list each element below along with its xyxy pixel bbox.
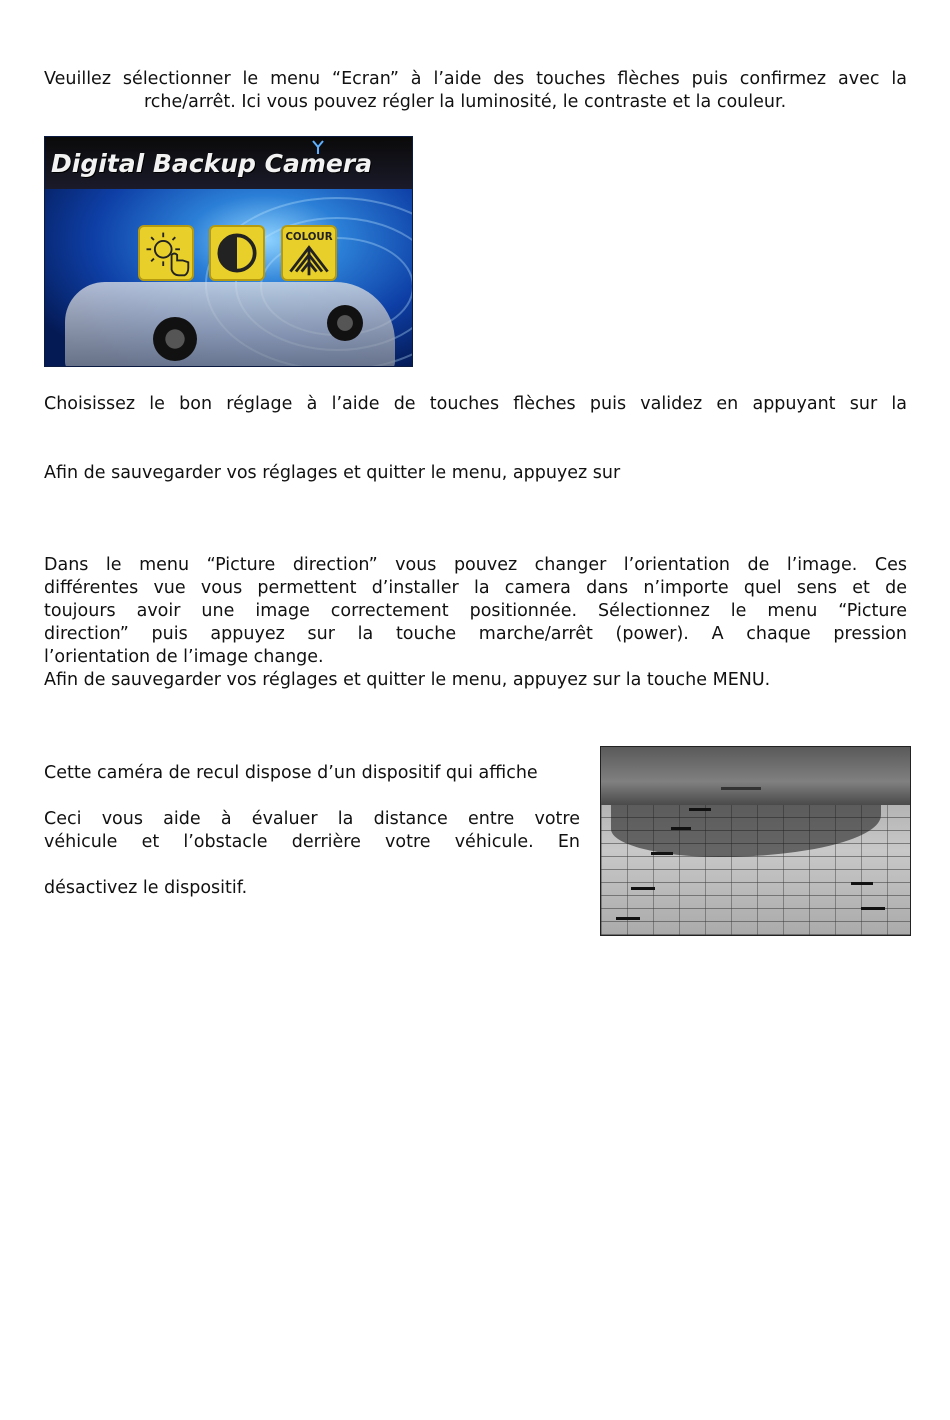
camera-line-3: véhicule et l’obstacle derrière votre véhicule. En [44, 832, 580, 852]
distance-marker [651, 852, 673, 855]
osd-menu-screenshot [44, 136, 413, 367]
camera-line-2: Ceci vous aide à évaluer la distance entre votre [44, 809, 580, 829]
distance-marker [689, 808, 711, 811]
distance-marker [631, 887, 655, 890]
vehicle-bumper [601, 747, 910, 805]
picture-line-3: toujours avoir une image correctement positionnée. Sélectionnez le menu “Picture [44, 601, 907, 621]
save-paragraph: Afin de sauvegarder vos réglages et quitter le menu, appuyez sur [44, 463, 621, 483]
picture-direction-paragraph [44, 554, 907, 692]
distance-marker [861, 907, 885, 910]
distance-marker [721, 787, 761, 790]
rear-view-screenshot [600, 746, 911, 936]
picture-line-4: direction” puis appuyez sur la touche marche/arrêt (power). A chaque pression [44, 624, 907, 644]
picture-line-1: Dans le menu “Picture direction” vous pouvez changer l’orientation de l’image. Ces [44, 555, 907, 575]
colour-icon[interactable] [281, 225, 337, 281]
intro-paragraph [44, 68, 907, 114]
distance-marker [616, 917, 640, 920]
camera-paragraph [44, 762, 580, 900]
intro-line-1: Veuillez sélectionner le menu “Ecran” à l’aide des touches flèches puis confirmez avec la [44, 69, 907, 89]
contrast-icon[interactable] [209, 225, 265, 281]
picture-line-5: l’orientation de l’image change. [44, 647, 324, 667]
camera-line-1: Cette caméra de recul dispose d’un dispositif qui affiche [44, 763, 538, 783]
camera-line-4: désactivez le dispositif. [44, 878, 248, 898]
choose-paragraph: Choisissez le bon réglage à l’aide de touches flèches puis validez en appuyant sur la [44, 394, 907, 414]
distance-marker [851, 882, 873, 885]
antenna-icon [312, 140, 324, 154]
distance-marker [671, 827, 691, 830]
intro-line-2: rche/arrêt. Ici vous pouvez régler la luminosité, le contraste et la couleur. [144, 92, 787, 112]
brightness-icon[interactable] [138, 225, 194, 281]
picture-line-2: différentes vue vous permettent d’installer la camera dans n’importe quel sens et de [44, 578, 907, 598]
picture-line-6: Afin de sauvegarder vos réglages et quitter le menu, appuyez sur la touche MENU. [44, 670, 771, 690]
colour-label: COLOUR [285, 232, 333, 243]
osd-title: Digital Backup Camera [51, 149, 373, 178]
